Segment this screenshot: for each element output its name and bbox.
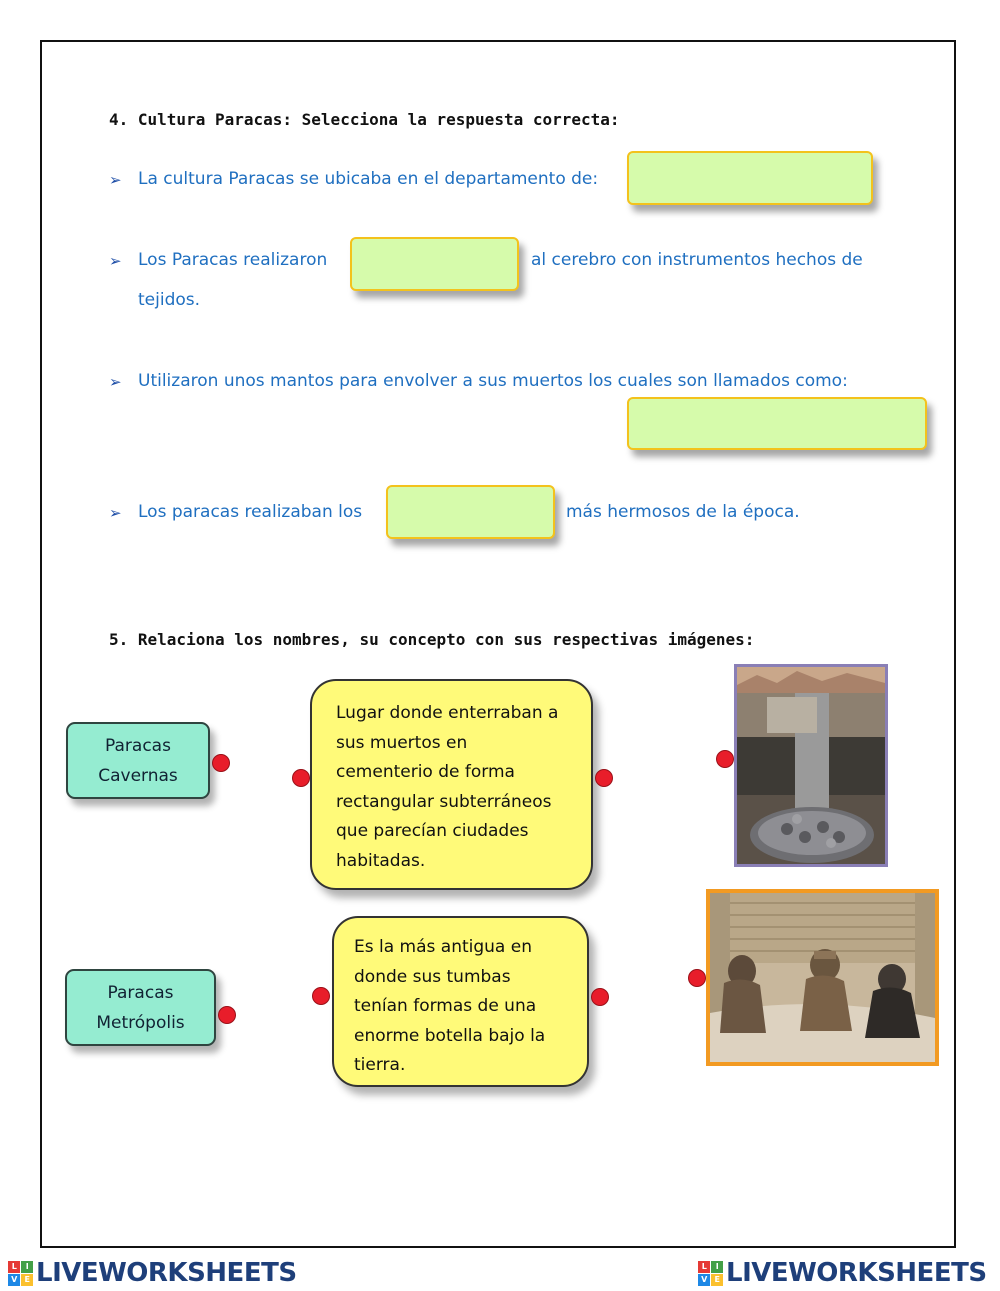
logo-letter: L [698, 1261, 710, 1273]
answer-box-3[interactable] [627, 397, 927, 450]
description-line: Es la más antigua en [354, 937, 532, 957]
connector-dot-name-2[interactable] [218, 1006, 236, 1024]
connector-dot-image-1[interactable] [716, 750, 734, 768]
logo-letter: V [698, 1274, 710, 1286]
liveworksheets-logo-left [8, 1258, 297, 1288]
question-3-text: Utilizaron unos mantos para envolver a sus muertos los cuales son llamados como: [138, 371, 848, 391]
name-box-metropolis [65, 969, 216, 1046]
description-line: habitadas. [336, 850, 426, 871]
bullet-arrow-icon: ➢ [109, 373, 122, 391]
mummies-photo [706, 889, 939, 1066]
description-line: rectangular subterráneos [336, 791, 552, 812]
liveworksheets-mark-icon [8, 1261, 33, 1286]
logo-letter: L [8, 1261, 20, 1273]
answer-box-4[interactable] [386, 485, 555, 539]
logo-letter: I [21, 1261, 33, 1273]
connector-dot-desc-2-left[interactable] [312, 987, 330, 1005]
name-box-line: Paracas [107, 982, 174, 1003]
description-line: Lugar donde enterraban a [336, 703, 559, 723]
liveworksheets-logo-right [698, 1258, 987, 1288]
tomb-cross-section-image [734, 664, 888, 867]
description-line: sus muertos en [336, 732, 468, 753]
answer-box-2[interactable] [350, 237, 519, 291]
section-5-heading: 5. Relaciona los nombres, su concepto con sus respectivas imágenes: [109, 630, 755, 649]
description-line: que parecían ciudades [336, 821, 529, 841]
description-line: cementerio de forma [336, 762, 515, 782]
description-box-1 [310, 679, 593, 890]
description-line: donde sus tumbas [354, 966, 511, 987]
mummies-illustration [710, 893, 935, 1062]
name-box-line: Cavernas [98, 765, 178, 786]
connector-dot-desc-2-right[interactable] [591, 988, 609, 1006]
question-4-text-after: más hermosos de la época. [566, 502, 800, 522]
description-line: enorme botella bajo la [354, 1025, 546, 1046]
bullet-arrow-icon: ➢ [109, 252, 122, 270]
question-4-text-before: Los paracas realizaban los [138, 502, 363, 522]
tomb-cross-section-illustration [737, 667, 885, 864]
section-4-heading: 4. Cultura Paracas: Selecciona la respuesta correcta: [109, 110, 620, 129]
description-line: tierra. [354, 1055, 406, 1075]
logo-letter: E [21, 1274, 33, 1286]
bullet-arrow-icon: ➢ [109, 504, 122, 522]
logo-text: LIVEWORKSHEETS [36, 1258, 297, 1288]
description-line: tenían formas de una [354, 996, 537, 1016]
connector-dot-desc-1-left[interactable] [292, 769, 310, 787]
connector-dot-desc-1-right[interactable] [595, 769, 613, 787]
question-2-text-after: al cerebro con instrumentos hechos de [531, 250, 863, 270]
bullet-arrow-icon: ➢ [109, 171, 122, 189]
liveworksheets-mark-icon [698, 1261, 723, 1286]
description-box-2 [332, 916, 589, 1087]
name-box-line: Metrópolis [96, 1012, 185, 1033]
logo-letter: V [8, 1274, 20, 1286]
connector-dot-name-1[interactable] [212, 754, 230, 772]
name-box-line: Paracas [105, 735, 171, 756]
logo-text: LIVEWORKSHEETS [726, 1258, 987, 1288]
answer-box-1[interactable] [627, 151, 873, 205]
name-box-cavernas [66, 722, 210, 799]
question-2-text-continued: tejidos. [138, 290, 201, 310]
logo-letter: I [711, 1261, 723, 1273]
connector-dot-image-2[interactable] [688, 969, 706, 987]
logo-letter: E [711, 1274, 723, 1286]
question-2-text-before: Los Paracas realizaron [138, 250, 328, 270]
question-1-text: La cultura Paracas se ubicaba en el departamento de: [138, 169, 599, 189]
